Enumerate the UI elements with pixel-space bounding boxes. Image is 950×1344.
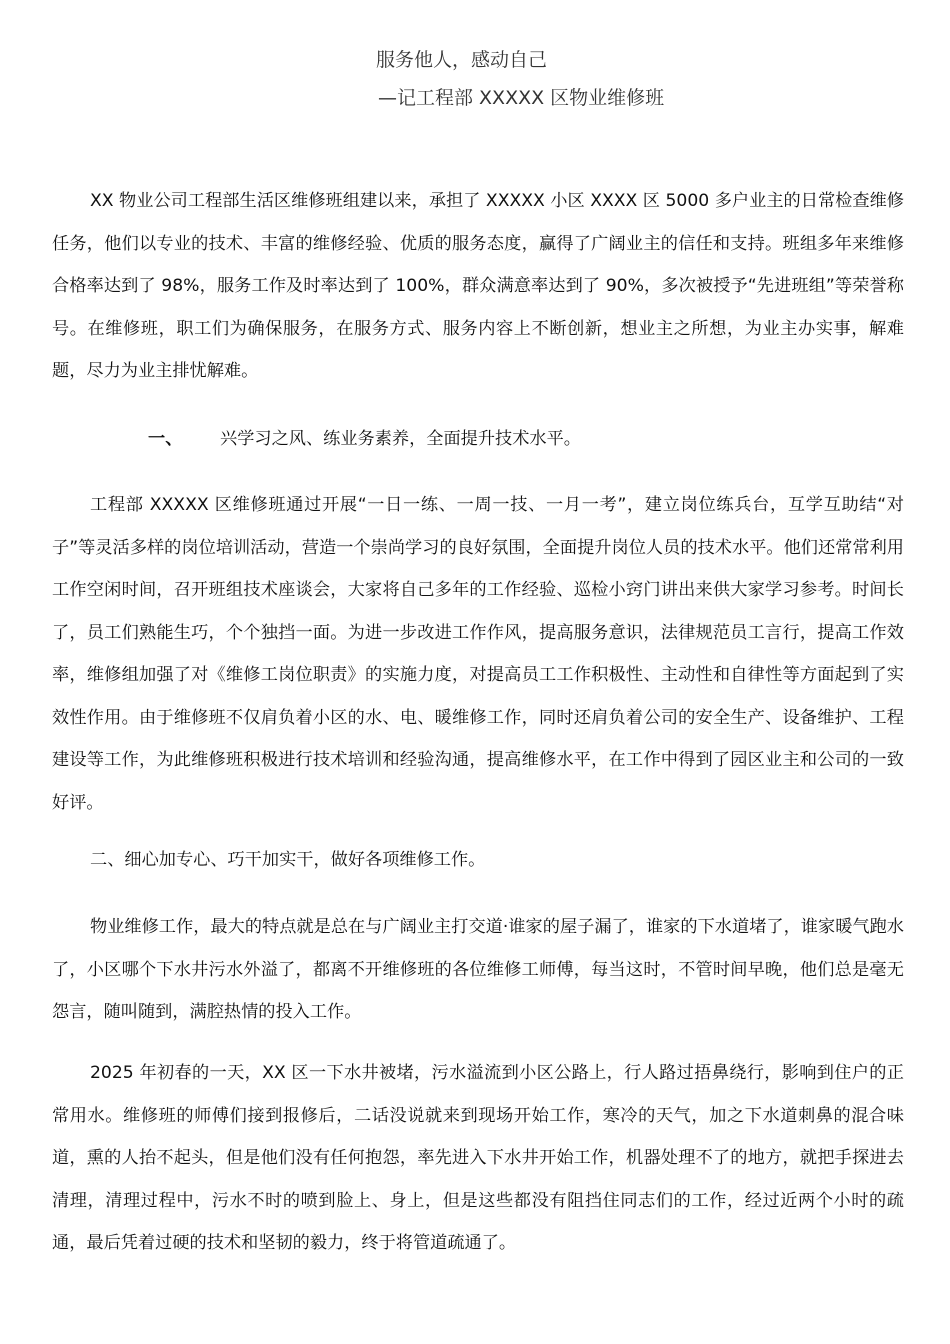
- document-subtitle: —记工程部 XXXXX 区物业维修班: [378, 87, 665, 109]
- intro-paragraph: XX 物业公司工程部生活区维修班组建以来，承担了 XXXXX 小区 XXXX 区 5000 多户业主的日常检查维修任务，他们以专业的技术、丰富的维修经验、优质的服务态度，赢得了广阔业主的信任和支持。班组多年来维修合格率达到了 98%，服务工作及时率达到了 100%，群众满意率达到了 90%，多次被授予“先进班组”等荣誉称号。在维修班，职工们为确保服务，在服务方式、服务内容上不断创新，想业主之所想，为业主办实事，解难题，尽力为业主排忧解难。: [52, 191, 904, 381]
- section2-paragraph: 物业维修工作，最大的特点就是总在与广阔业主打交道·谁家的屋子漏了，谁家的下水道堵了，谁家暖气跑水了，小区哪个下水井污水外溢了，都离不开维修班的各位维修工师傅，每当这时，不管时间早晚，他们总是毫无怨言，随叫随到，满腔热情的投入工作。: [52, 917, 904, 1022]
- section1-number: 一、: [148, 429, 183, 449]
- section1-paragraph: 工程部 XXXXX 区维修班通过开展“一日一练、一周一技、一月一考”，建立岗位练兵台，互学互助结“对子”等灵活多样的岗位培训活动，营造一个崇尚学习的良好氛围，全面提升岗位人员的技术水平。他们还常常利用工作空闲时间，召开班组技术座谈会，大家将自己多年的工作经验、巡检小窍门讲出来供大家学习参考。时间长了，员工们熟能生巧，个个独挡一面。为进一步改进工作作风，提高服务意识，法律规范员工言行，提高工作效率，维修组加强了对《维修工岗位职责》的实施力度，对提高员工工作积极性、主动性和自律性等方面起到了实效性作用。由于维修班不仅肩负着小区的水、电、暖维修工作，同时还肩负着公司的安全生产、设备维护、工程建设等工作，为此维修班积极进行技术培训和经验沟通，提高维修水平，在工作中得到了园区业主和公司的一致好评。: [52, 495, 904, 813]
- section2-heading: 二、细心加专心、巧干加实干，做好各项维修工作。: [90, 850, 486, 870]
- story-paragraph: 2025 年初春的一天，XX 区一下水井被堵，污水溢流到小区公路上，行人路过捂鼻绕行，影响到住户的正常用水。维修班的师傅们接到报修后，二话没说就来到现场开始工作，寒冷的天气，加之下水道刺鼻的混合味道，熏的人抬不起头，但是他们没有任何抱怨，率先进入下水井开始工作，机器处理不了的地方，就把手探进去清理，清理过程中，污水不时的喷到脸上、身上，但是这些都没有阻挡住同志们的工作，经过近两个小时的疏通，最后凭着过硬的技术和坚韧的毅力，终于将管道疏通了。: [52, 1063, 904, 1253]
- document-title: 服务他人，感动自己: [376, 49, 548, 71]
- section1-heading: 兴学习之风、练业务素养，全面提升技术水平。: [220, 429, 581, 449]
